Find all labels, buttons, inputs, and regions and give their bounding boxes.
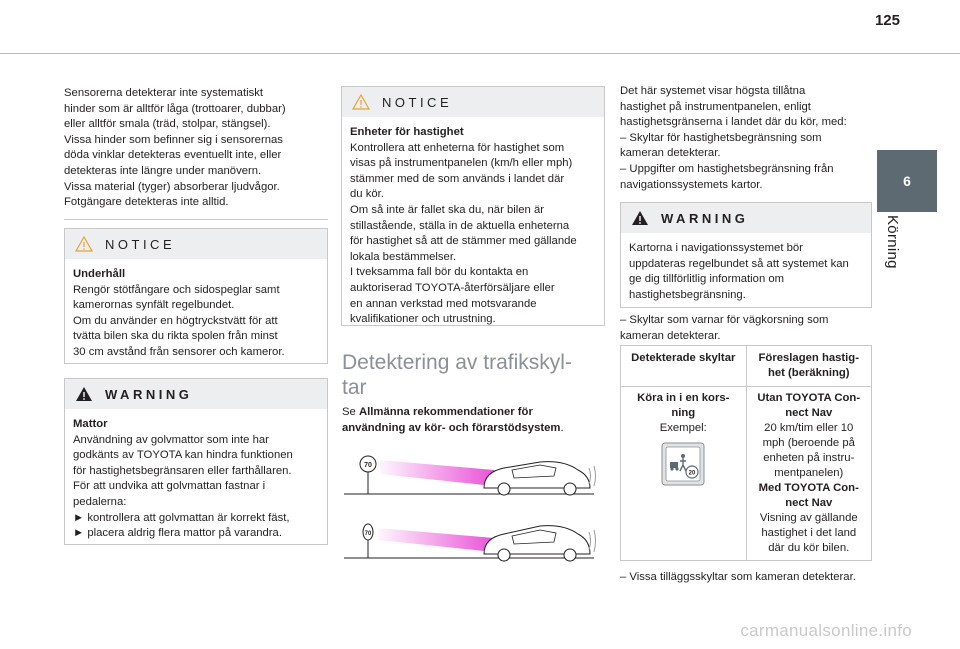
text-line: Användning av golvmattor som inte har [73,433,269,446]
text-line: – Uppgifter om hastighetsbegränsning från [620,162,834,175]
intro-link[interactable]: användning av kör- och förarstödsystem [342,421,561,434]
text-line: 30 cm avstånd från sensorer och kameror. [73,345,285,358]
cell-line: 20 km/tim eller 10 [764,422,854,434]
warning-label: WARNING [105,386,193,402]
intro-link[interactable]: Allmänna rekommendationer för [358,406,533,418]
text-line: kvalifikationer och utrustning. [350,313,496,326]
text-line: Vissa hinder som befinner sig i sensorernas [64,133,283,146]
notice-header [65,229,327,259]
text-line: Om så inte är fallet ska du, när bilen är [350,203,545,216]
page-number: 125 [874,12,900,29]
heading-line: tar [342,376,367,399]
table-cell-sign [621,387,747,561]
text-line: Vissa material (tyger) absorberar ljudvågor. [64,180,280,193]
text-line: döda vinklar detekteras eventuellt inte, eller [64,149,282,162]
cell-line: enheten på instru- [763,452,855,464]
text-line: ► kontrollera att golvmattan är korrekt fäst, [73,511,290,524]
cell-line: Utan TOYOTA Con- [757,392,861,404]
text-line: Kontrollera att enheterna för hastighet som [350,141,565,154]
chapter-tab[interactable]: 6 [877,150,937,212]
junction-zone-sign-icon [661,442,705,486]
text-line: – Skyltar för hastighetsbegränsning som [620,131,822,144]
speed-sign-value: 70 [364,462,372,469]
notice-triangle-icon [352,94,370,110]
cell-line: Med TOYOTA Con- [758,482,859,494]
cell-line: Visning av gällande [759,512,858,524]
cell-line: ning [671,407,696,419]
section-intro [342,405,604,436]
car-icon [484,526,596,561]
header-line: Föreslagen hastig- [758,352,859,364]
text-line: du kör. [350,188,384,201]
notice-box-maintenance [64,228,328,364]
warning-body [65,409,327,550]
section-heading [342,350,602,400]
text-line: en annan verkstad med motsvarande [350,297,537,310]
text-line: Fotgängare detekteras inte alltid. [64,196,229,209]
camera-beam [380,460,494,486]
warning-triangle-icon [631,210,649,226]
text-line: kameran detekterar. [620,147,721,160]
text-line: För att undvika att golvmattan fastnar i [73,480,266,493]
heading-line: Detektering av trafikskyl- [342,351,572,374]
notice-title: Underhåll [73,268,126,280]
text-line: detekteras inte längre under manövern. [64,164,262,177]
text-line: Det här systemet visar högsta tillåtna [620,85,806,97]
text-line: visas på instrumentpanelen (km/h eller mph) [350,157,573,170]
warning-box-mats [64,378,328,545]
text-line: eller alltför smala (träd, stolpar, stängsel). [64,118,271,131]
text-line: pedalerna: [73,495,127,508]
text-line: I tveksamma fall bör du kontakta en [350,266,529,279]
notice-triangle-icon [75,236,93,252]
notice-box-speed-units [341,86,605,326]
text-line: ► placera aldrig flera mattor på varandra. [73,527,282,540]
header-line: Detekterade skyltar [631,352,736,364]
text-line: tvätta bilen ska du rikta spolen från minst [73,330,278,343]
cell-line: mentpanelen) [774,467,844,479]
text-line: för hastighet så att de stämmer med gällande [350,235,577,248]
text-line: navigationssystemets kartor. [620,178,763,191]
car-icon [484,462,596,495]
intro-prefix: Se [342,406,359,418]
sensor-limitations-text [64,82,328,220]
chapter-title: Körning [884,215,901,269]
system-description [620,84,872,193]
header-line: het (beräkning) [767,367,850,379]
text-line: stillastående, ställa in de aktuella enheterna [350,219,570,232]
text-line: Kartorna i navigationssystemet bör [629,242,803,254]
text-line: Om du använder en högtryckstvätt för att [73,314,278,327]
cell-line: Exempel: [659,422,707,434]
warning-body [621,233,871,311]
text-line: hastighetsgränserna i landet där du kör, med: [620,116,847,129]
junction-text [620,313,872,344]
table-header-row [621,346,872,387]
cell-line: mph (beroende på [762,437,855,449]
text-line: hastighetsbegränsning. [629,288,746,301]
watermark: carmanualsonline.info [740,621,912,640]
notice-label: NOTICE [382,94,453,110]
cell-line: hastighet i det land [761,527,857,539]
text-line: auktoriserad TOYOTA-återförsäljare eller [350,281,555,294]
intro-suffix: . [560,421,564,434]
text-line: hinder som är alltför låga (trottoarer, dubbar) [64,102,286,115]
text-line: – Skyltar som varnar för vägkorsning som [620,314,829,326]
table-header-cell [746,346,872,387]
cell-line: Köra in i en kors- [637,392,730,404]
notice-body [342,117,604,336]
text-line: Rengör stötfångare och sidospeglar samt [73,283,280,296]
cell-line: där du kör bilen. [768,542,850,554]
warning-header [65,379,327,409]
text-line: ge dig tillförlitlig information om [629,273,785,286]
illustration-car-detecting-sign-1 [344,448,600,500]
text-line: uppdateras regelbundet så att systemet kan [629,257,849,270]
text-line: för hastighetsbegränsaren eller farthållaren. [73,464,292,477]
text-line: kameran detekterar. [620,329,721,342]
warning-title: Mattor [73,418,108,430]
warning-header [621,203,871,233]
cell-line: nect Nav [785,407,833,419]
warning-triangle-icon [75,386,93,402]
table-cell-speed [746,387,872,561]
text-line: kamerornas synfält regelbundet. [73,299,235,312]
notice-body [65,259,327,369]
text-line: stämmer med de som används i landet där [350,172,565,185]
table-row [621,387,872,561]
header-divider [0,53,960,54]
detected-signs-table [620,345,872,561]
cell-line: nect Nav [785,497,833,509]
notice-title: Enheter för hastighet [350,126,464,138]
text-line: godkänts av TOYOTA kan hindra funktionen [73,449,293,462]
notice-label: NOTICE [105,236,176,252]
speed-sign-value: 70 [364,531,372,537]
text-line: Sensorerna detekterar inte systematiskt [64,87,264,99]
junction-sign-value: 20 [688,470,696,477]
table-header-cell [621,346,747,387]
warning-label: WARNING [661,210,749,226]
camera-beam [378,528,494,552]
text-line: lokala bestämmelser. [350,250,457,263]
text-line: hastighet på instrumentpanelen, enligt [620,100,811,113]
additional-signs-text [620,570,872,586]
warning-box-maps [620,202,872,308]
text-line: – Vissa tilläggsskyltar som kameran detekterar. [620,571,856,583]
illustration-car-detecting-sign-2 [344,512,600,566]
notice-header [342,87,604,117]
